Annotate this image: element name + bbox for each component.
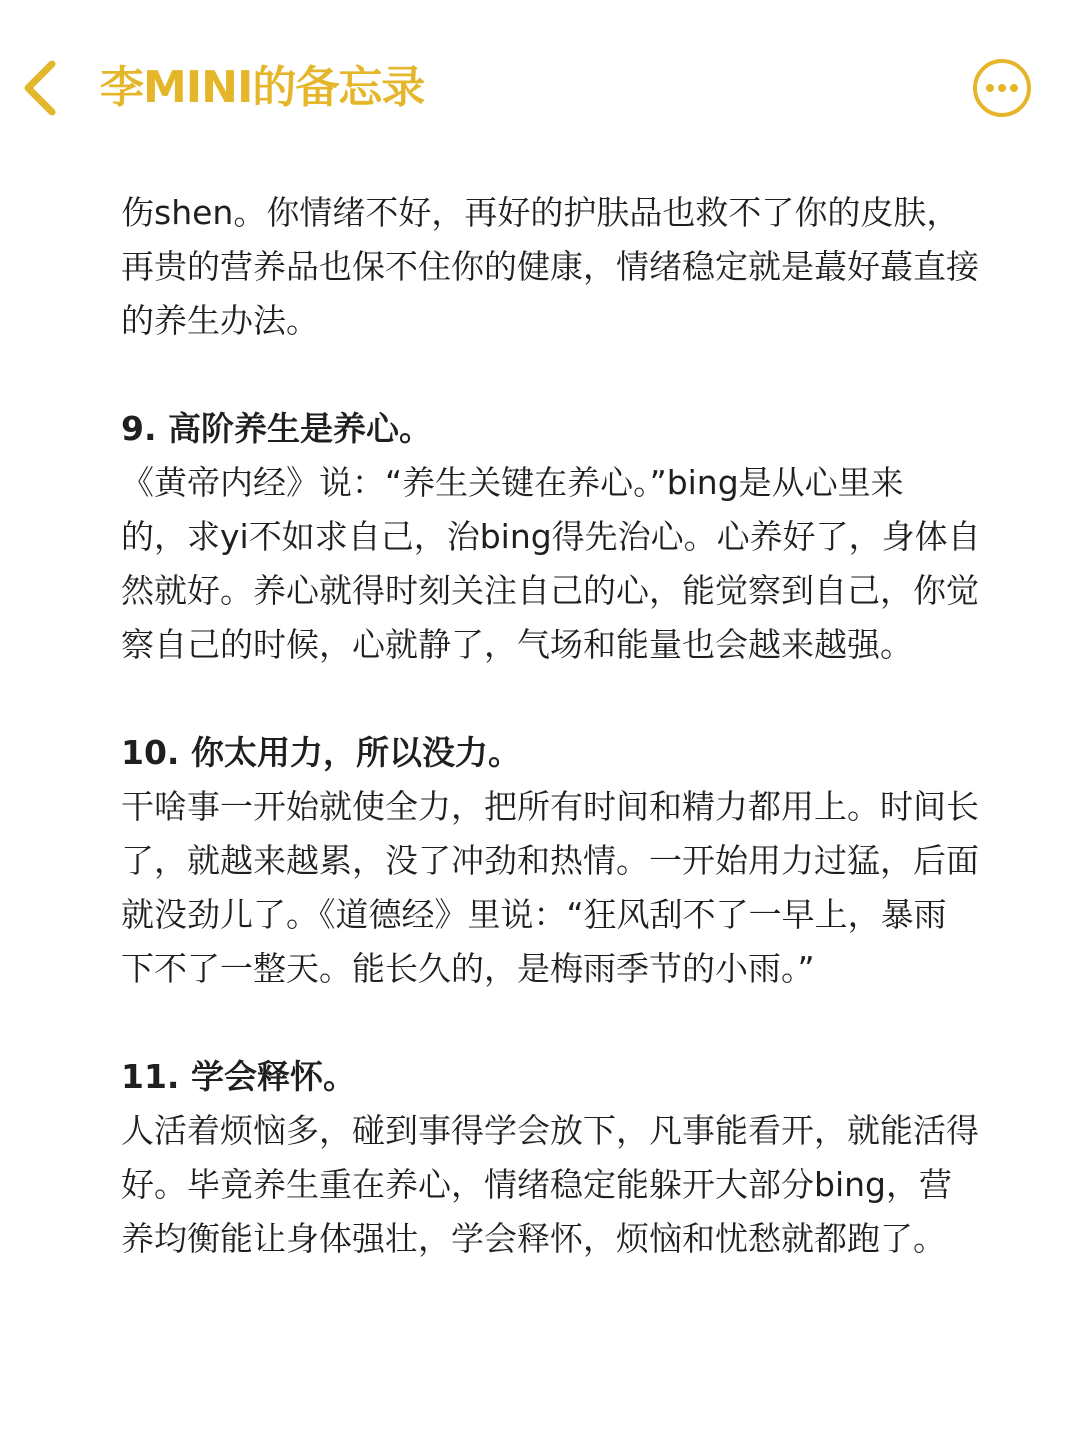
page-title: 李MINI的备忘录 — [100, 62, 425, 113]
text-line: 的，求yi不如求自己，治bing得先治心。心养好了，身体自 — [121, 517, 981, 556]
more-horizontal-icon — [972, 58, 1032, 118]
text-line: 伤shen。你情绪不好，再好的护肤品也救不了你的皮肤， — [121, 193, 960, 232]
section-heading: 10. 你太用力，所以没力。 — [121, 733, 521, 772]
section-heading: 11. 学会释怀。 — [121, 1057, 356, 1096]
section-9 — [121, 402, 1001, 672]
note-body — [121, 186, 1001, 1266]
text-line: 察自己的时候，心就静了，气场和能量也会越来越强。 — [121, 625, 913, 664]
nav-bar — [0, 0, 1080, 175]
text-line: 养均衡能让身体强壮，学会释怀，烦恼和忧愁就都跑了。 — [121, 1219, 946, 1258]
text-line: 人活着烦恼多，碰到事得学会放下，凡事能看开，就能活得 — [121, 1111, 979, 1150]
chevron-left-icon — [18, 56, 62, 120]
text-line: 了，就越来越累，没了冲劲和热情。一开始用力过猛，后面 — [121, 841, 979, 880]
section-11 — [121, 1050, 1001, 1266]
text-line: 然就好。养心就得时刻关注自己的心，能觉察到自己，你觉 — [121, 571, 979, 610]
text-line: 就没劲儿了。《道德经》里说：“狂风刮不了一早上，暴雨 — [121, 895, 947, 934]
text-line: 好。毕竟养生重在养心，情绪稳定能躲开大部分bing，营 — [121, 1165, 952, 1204]
section-10 — [121, 726, 1001, 996]
text-line: 《黄帝内经》说：“养生关键在养心。”bing是从心里来 — [121, 463, 904, 502]
back-button[interactable] — [18, 56, 62, 120]
section-heading: 9. 高阶养生是养心。 — [121, 409, 432, 448]
text-line: 下不了一整天。能长久的，是梅雨季节的小雨。” — [121, 949, 815, 988]
text-line: 再贵的营养品也保不住你的健康，情绪稳定就是蕞好蕞直接 — [121, 247, 979, 286]
more-button[interactable] — [972, 58, 1032, 118]
text-line: 干啥事一开始就使全力，把所有时间和精力都用上。时间长 — [121, 787, 979, 826]
text-line: 的养生办法。 — [121, 301, 319, 340]
intro-paragraph — [121, 186, 1001, 348]
